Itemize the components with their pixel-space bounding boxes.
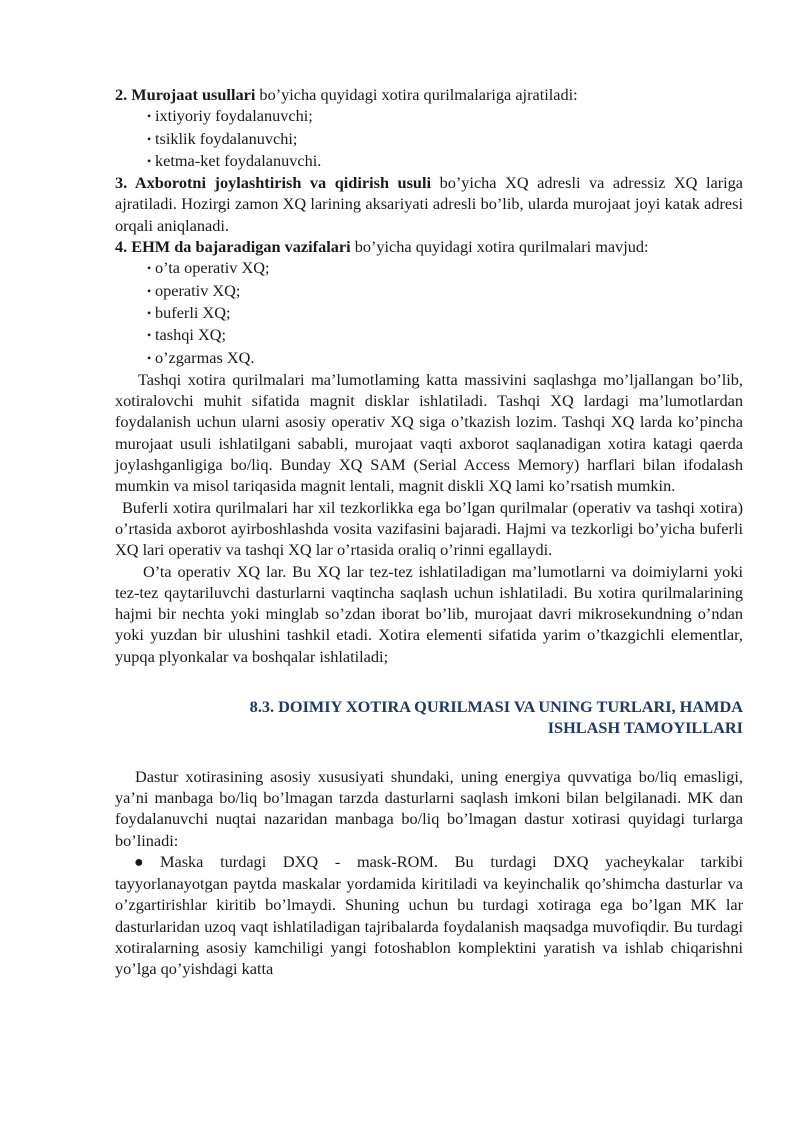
section-heading-line2: ISHLASH TAMOYILLARI: [547, 718, 743, 738]
bold-lead: 3. Axborotni joylashtirish va qidirish usuli: [115, 173, 432, 193]
bullet-icon: •: [147, 305, 152, 320]
section-heading: [115, 696, 743, 739]
list-item-text: ixtiyoriy foydalanuvchi;: [155, 106, 313, 126]
paragraph-text: bo’yicha quyidagi xotira qurilmalari mavjud:: [350, 237, 649, 257]
list-item: [147, 128, 743, 150]
list-item: [147, 324, 743, 346]
list-item-text: tashqi XQ;: [155, 325, 226, 345]
list-item: [147, 257, 743, 279]
list-item: [147, 105, 743, 127]
paragraph-text: bo’yicha XQ adresli va adressiz XQ lariga ajratiladi. Hozirgi zamon XQ larining aksariyati adresli bo’lib, ularda murojaat joyi katak adresi orqali aniqlanadi.: [115, 173, 744, 235]
list-item: [115, 851, 743, 980]
paragraph-program-memory: Dastur xotirasining asosiy xususiyati shundaki, uning energiya quvvatiga bo/liq emasligi, ya’ni manbaga bo/liq bo’lmagan tarzda dasturlarni saqlash imkoni bilan belgilanadi. MK dan foydalanuvchi nuqtai nazaridan manbaga bo/liq bo’lmagan dastur xotirasi quyidagi turlarga bo’linadi:: [115, 766, 743, 850]
paragraph-placement-search: [115, 172, 743, 236]
paragraph-ultra-operative-memory: O’ta operativ XQ lar. Bu XQ lar tez-tez ishlatiladigan ma’lumotlarni va doimiylarni yoki tez-tez qaytariluvchi dasturlarni vaqtincha saqlash uchun ishlatiladi. Bu xotira qurilmalarining hajmi bir nechta yoki minglab so’zdan iborat bo’lib, murojaat davri mikrosekundning o’ndan yoki yuzdan bir ulushini tashkil etadi. Xotira elementi sifatida yarim o’tkazgichli elementlar, yupqa plyonkalar va boshqalar ishlatiladi;: [115, 561, 743, 666]
access-methods-list: [115, 105, 743, 172]
bullet-icon: ●: [134, 853, 144, 871]
list-item-text: tsiklik foydalanuvchi;: [155, 128, 298, 148]
bullet-icon: •: [147, 261, 152, 276]
section-heading-line1: 8.3. DOIMIY XOTIRA QURILMASI VA UNING TURLARI, HAMDA: [249, 697, 743, 717]
bullet-icon: •: [147, 350, 152, 365]
paragraph-buffer-memory: Buferli xotira qurilmalari har xil tezkorlikka ega bo’lgan qurilmalar (operativ va tashqi xotira) o’rtasida axborot ayirboshlashda vosita vazifasini bajaradi. Hajmi va tezkorligi bo’yicha buferli XQ lari operativ va tashqi XQ lar o’rtasida oraliq o’rinni egallaydi.: [115, 497, 743, 560]
bullet-icon: •: [147, 153, 152, 168]
list-item-text: ketma-ket foydalanuvchi.: [155, 150, 322, 170]
bullet-icon: •: [147, 109, 152, 124]
list-item: [147, 280, 743, 302]
list-item-text: buferli XQ;: [155, 302, 231, 322]
memory-types-list: [115, 257, 743, 368]
bold-lead: 4. EHM da bajaradigan vazifalari: [115, 237, 351, 257]
list-item-text: o’zgarmas XQ.: [155, 347, 255, 367]
bullet-icon: •: [147, 131, 152, 146]
list-item: [147, 347, 743, 369]
paragraph-access-methods: [115, 84, 743, 105]
bullet-icon: •: [147, 328, 152, 343]
paragraph-external-memory: Tashqi xotira qurilmalari ma’lumotlaming katta massivini saqlashga mo’ljallangan bo’lib, xotiralovchi muhit sifatida magnit disklar ishlatiladi. Tashqi XQ lardagi ma’lumotlardan foydalanish uchun ularni asosiy operativ XQ siga o’tkazish lozim. Tashqi XQ larda ko’pincha murojaat usuli ishlatilgani sababli, murojaat vaqti axborot saqlanadigan xotira katagi qaerda joylashganligiga bo/liq. Bunday XQ SAM (Serial Access Memory) harflari bilan ifodalash mumkin va misol tariqasida magnit lentali, magnit diskli XQ lami ko’rsatish mumkin.: [115, 369, 743, 496]
rom-types-list: [115, 851, 743, 980]
list-item: [147, 302, 743, 324]
paragraph-text: bo’yicha quyidagi xotira qurilmalariga ajratiladi:: [255, 85, 578, 104]
bold-lead: 2. Murojaat usullari: [115, 85, 256, 104]
paragraph-computer-functions: [115, 236, 743, 257]
list-item-text: o’ta operativ XQ;: [155, 258, 270, 278]
list-item-text: operativ XQ;: [155, 280, 241, 300]
list-item-text: Maska turdagi DXQ - mask-ROM. Bu turdagi DXQ yacheykalar tarkibi tayyorlanayotgan paytda maskalar yordamida kiritiladi va keyinchalik qo’shimcha dasturlar va o’zgartirishlar kiritib bo’lmaydi. Shuning uchun bu turdagi xotiraga ega bo’lgan MK lar dasturlaridan uzoq vaqt ishlatiladigan tajribalarda foydalanish maqsadga muvofiqdir. Bu turdagi xotiralarning asosiy kamchiligi yangi fotoshablon komplektini yaratish va ishlab chiqarishni yo’lga qo’yishdagi katta: [115, 851, 743, 979]
list-item: [147, 150, 743, 172]
bullet-icon: •: [147, 283, 152, 298]
